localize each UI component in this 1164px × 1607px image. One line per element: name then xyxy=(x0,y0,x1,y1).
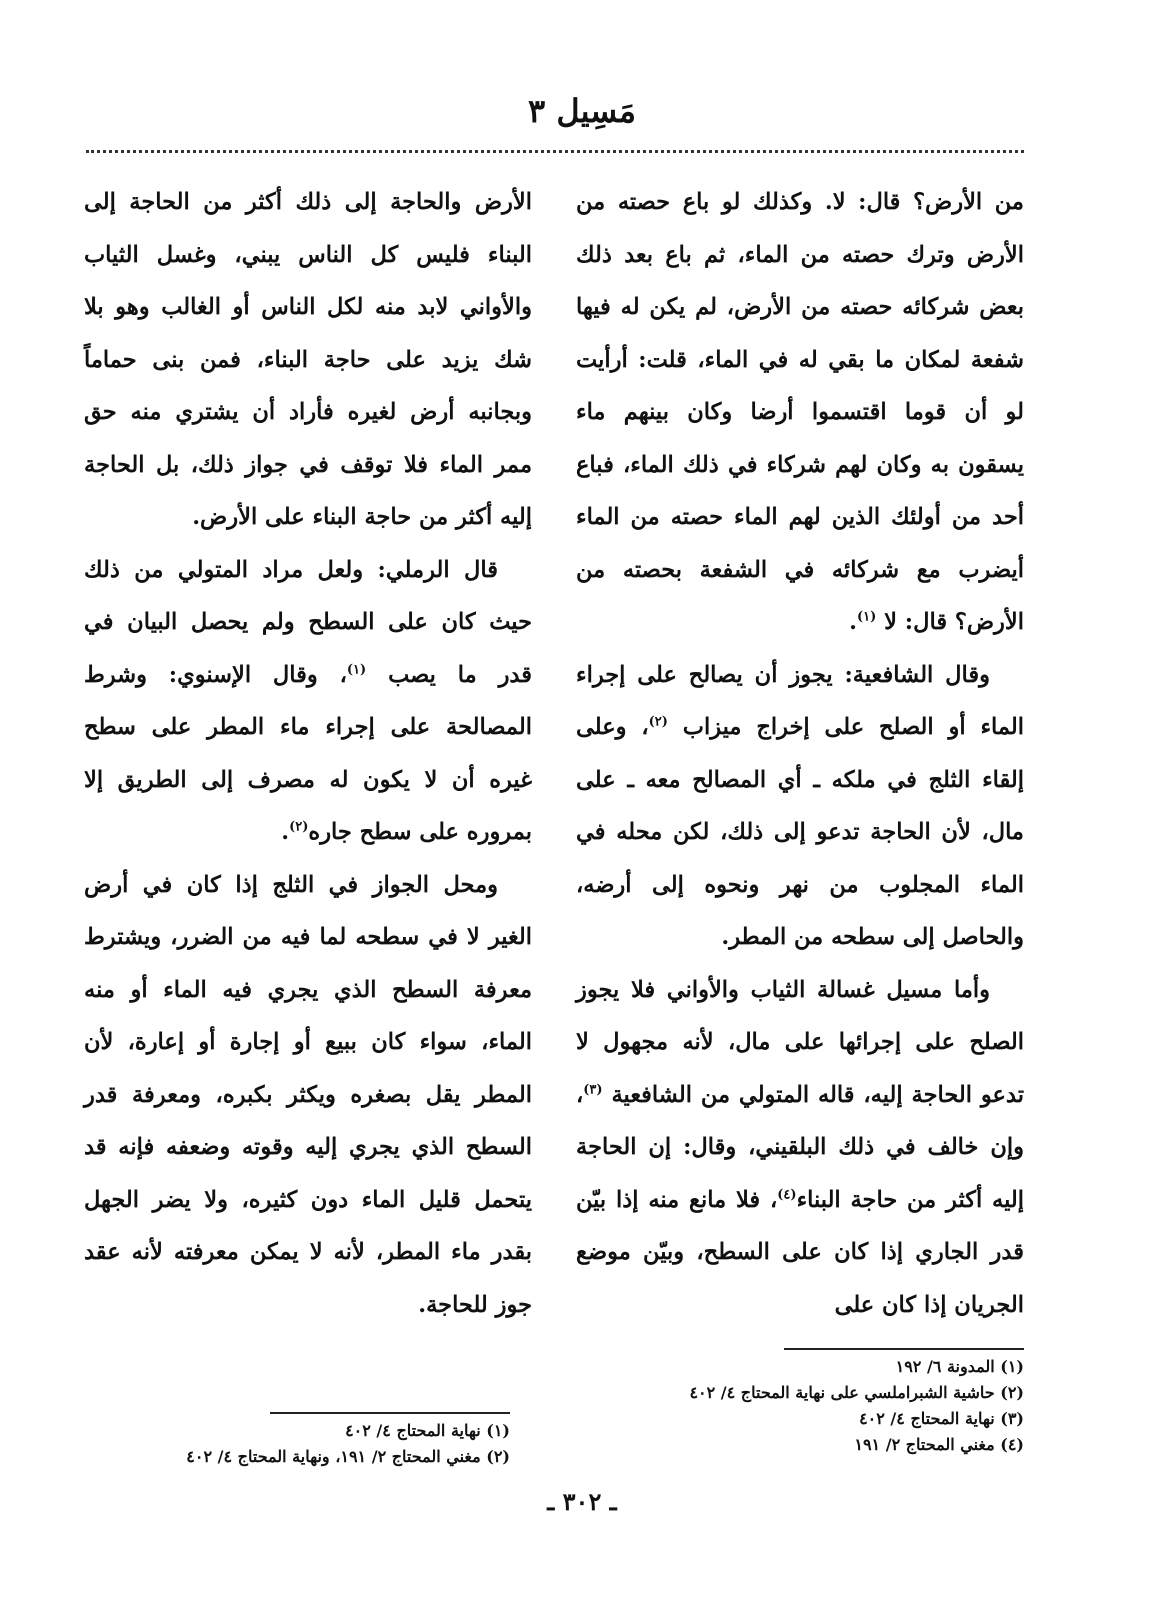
paragraph: ومحل الجواز في الثلج إذا كان في أرض الغير لا في سطحه لما فيه من الضرر، ويشترط معرفة السطح الذي يجري فيه الماء أو منه الماء، سواء كان ببيع أو إجارة أو إعارة، لأن المطر يقل بصغره ويكثر بكبره، ومعرفة قدر السطح الذي يجري إليه وقوته وضعفه فإنه قد يتحمل قليل الماء دون كثيره، ولا يضر الجهل بقدر ماء المطر، لأنه لا يمكن معرفته لأنه عقد جوز للحاجة. xyxy=(84,871,532,1318)
paragraph: قال الرملي: ولعل مراد المتولي من ذلك حيث كان على السطح ولم يحصل البيان في قدر ما يصب $^{(١)}$، وقال الإسنوي: وشرط المصالحة على إجراء ماء المطر على سطح غيره أن لا يكون له مصرف إلى الطريق إلا بمروره على سطح جاره$^{(٢)}$. xyxy=(84,556,532,845)
footnotes-left xyxy=(80,1412,510,1470)
right-text-column xyxy=(576,176,1024,1331)
footnote-ref: (٢) xyxy=(289,819,309,835)
footnote: (٢) حاشية الشبراملسي على نهاية المحتاج ٤/ ٤٠٢ xyxy=(689,1383,1024,1402)
footnote: (٣) نهاية المحتاج ٤/ ٤٠٢ xyxy=(859,1409,1024,1428)
footnote-ref: (٤) xyxy=(777,1187,797,1202)
footnote-ref: (٣) xyxy=(583,1082,603,1097)
footnote-rule xyxy=(270,1412,510,1414)
footnote: (١) المدونة ٦/ ١٩٢ xyxy=(895,1357,1024,1376)
footnote-ref: (١) xyxy=(857,609,877,625)
footnote-rule xyxy=(784,1348,1024,1350)
paragraph: من الأرض؟ قال: لا. وكذلك لو باع حصته من الأرض وترك حصته من الماء، ثم باع بعد ذلك بعض شركائه حصته من الأرض، لم يكن له فيها شفعة لمكان ما بقي له في الماء، قلت: أرأيت لو أن قوما اقتسموا أرضا وكان بينهم ماء يسقون به وكان لهم شركاء في ذلك الماء، فباع أحد من أولئك الذين لهم الماء حصته من الماء أيضرب مع شركائه في الشفعة بحصته من الأرض؟ قال: لا $^{(١)}$. xyxy=(576,189,1024,635)
footnotes-right xyxy=(624,1348,1024,1458)
page-number: ـ ٣٠٢ ـ xyxy=(547,1487,617,1516)
footnote: (١) نهاية المحتاج ٤/ ٤٠٢ xyxy=(345,1421,510,1440)
footnote-ref: (٢) xyxy=(648,714,668,730)
paragraph: الأرض والحاجة إلى ذلك أكثر من الحاجة إلى البناء فليس كل الناس يبني، وغسل الثياب والأواني لابد منه لكل الناس أو الغالب وهو بلا شك يزيد على حاجة البناء، فمن بنى حماماً وبجانبه أرض لغيره فأراد أن يشتري منه حق ممر الماء فلا توقف في جواز ذلك، بل الحاجة إليه أكثر من حاجة البناء على الأرض. xyxy=(84,189,532,530)
header-dotted-rule xyxy=(86,150,1024,153)
footnote: (٤) مغني المحتاج ٢/ ١٩١ xyxy=(854,1435,1024,1454)
footnote: (٢) مغني المحتاج ٢/ ١٩١، ونهاية المحتاج ٤/ ٤٠٢ xyxy=(186,1447,510,1466)
left-text-column xyxy=(84,176,532,1331)
paragraph: وقال الشافعية: يجوز أن يصالح على إجراء الماء أو الصلح على إخراج ميزاب $^{(٢)}$، وعلى إلقاء الثلج في ملكه ـ أي المصالح معه ـ على مال، لأن الحاجة تدعو إلى ذلك، لكن محله في الماء المجلوب من نهر ونحوه إلى أرضه، والحاصل إلى سطحه من المطر. xyxy=(576,661,1024,950)
page-title: مَسِيل ٣ xyxy=(528,92,636,130)
footnote-ref: (١) xyxy=(346,662,367,677)
paragraph: وأما مسيل غسالة الثياب والأواني فلا يجوز الصلح على إجرائها على مال، لأنه مجهول لا تدعو الحاجة إليه، قاله المتولي من الشافعية $^{(٣)}$، وإن خالف في ذلك البلقيني، وقال: إن الحاجة إليه أكثر من حاجة البناء$^{(٤)}$، فلا مانع منه إذا بيّن قدر الجاري إذا كان على السطح، وبيّن موضع الجريان إذا كان على xyxy=(576,976,1024,1318)
